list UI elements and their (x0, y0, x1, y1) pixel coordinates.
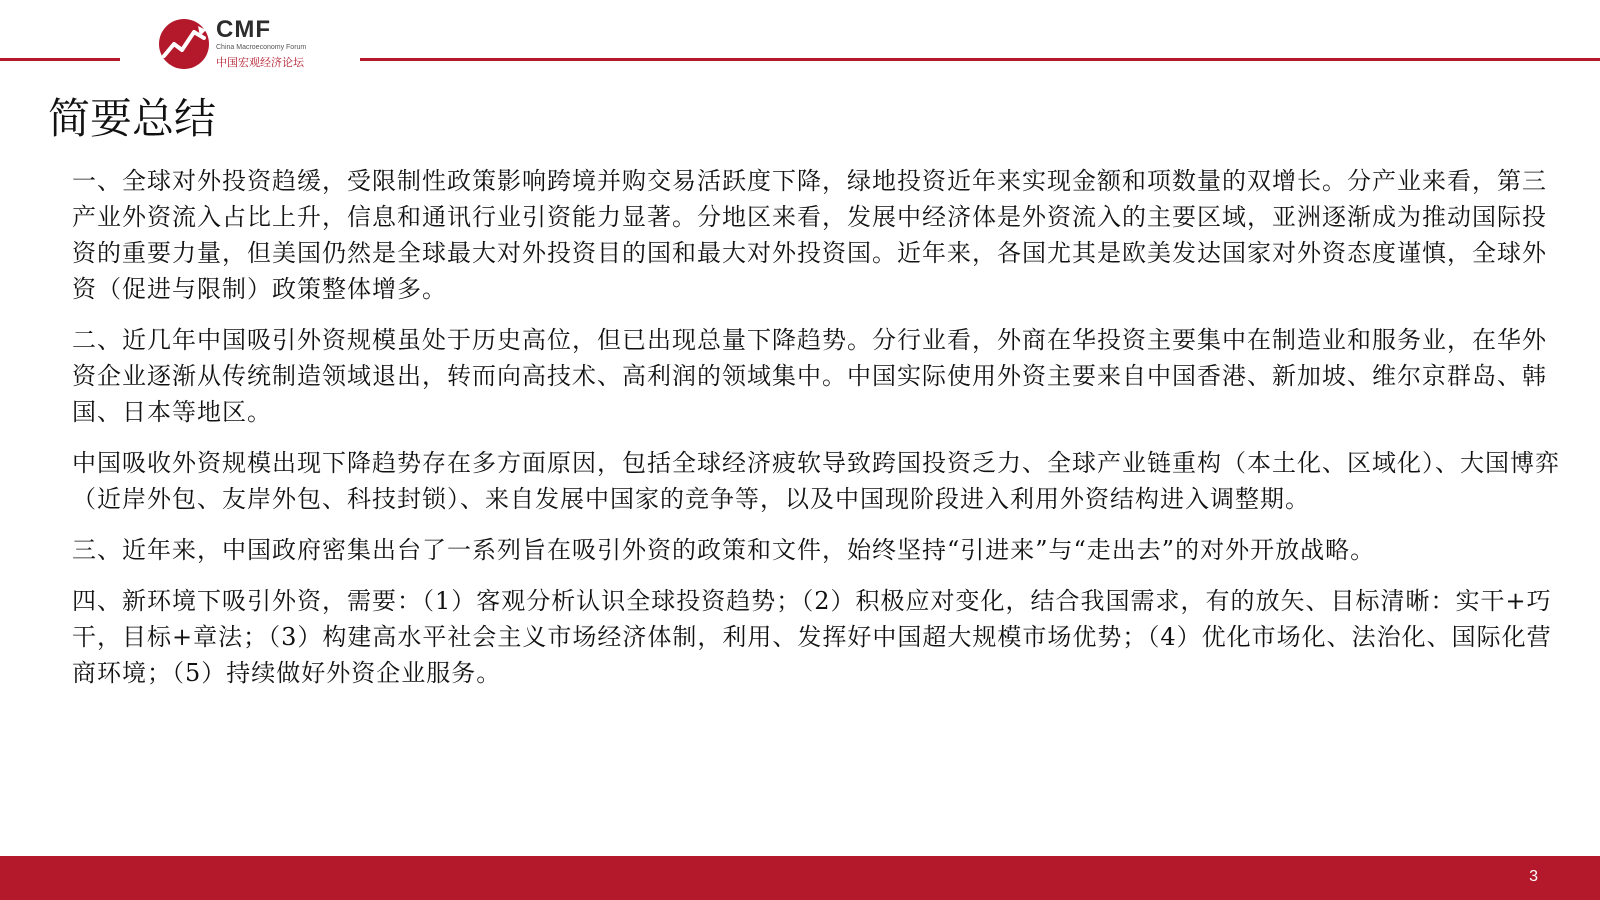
summary-paragraph-3: 中国吸收外资规模出现下降趋势存在多方面原因，包括全球经济疲软导致跨国投资乏力、全球产业链重构（本土化、区域化）、大国博弈（近岸外包、友岸外包、科技封锁）、来自发展中国家的竞争等，以及中国现阶段进入利用外资结构进入调整期。 (72, 449, 1560, 513)
page-title: 简要总结 (48, 94, 217, 143)
logo-name: CMF (216, 16, 271, 43)
summary-paragraph-1: 一、全球对外投资趋缓，受限制性政策影响跨境并购交易活跃度下降，绿地投资近年来实现金额和项数量的双增长。分产业来看，第三产业外资流入占比上升，信息和通讯行业引资能力显著。分地区来看，发展中经济体是外资流入的主要区域，亚洲逐渐成为推动国际投资的重要力量，但美国仍然是全球最大对外投资目的国和最大对外投资国。近年来，各国尤其是欧美发达国家对外资态度谨慎，全球外资（促进与限制）政策整体增多。 (72, 167, 1547, 303)
summary-paragraph-5: 四、新环境下吸引外资，需要：（1）客观分析认识全球投资趋势；（2）积极应对变化，结合我国需求，有的放矢、目标清晰：实干+巧干，目标+章法；（3）构建高水平社会主义市场经济体制，利用、发挥好中国超大规模市场优势；（4）优化市场化、法治化、国际化营商环境；（5）持续做好外资企业服务。 (72, 587, 1552, 687)
summary-content (72, 163, 1562, 706)
page-number: 3 (1529, 868, 1538, 885)
header-rule-right (360, 58, 1600, 61)
cmf-logo (158, 14, 358, 72)
logo-chinese-name: 中国宏观经济论坛 (216, 56, 304, 69)
logo-english-name: China Macroeconomy Forum (216, 44, 307, 51)
summary-paragraph-4: 三、近年来，中国政府密集出台了一系列旨在吸引外资的政策和文件，始终坚持“引进来”与“走出去”的对外开放战略。 (72, 536, 1376, 564)
header-rule-left (0, 58, 120, 61)
cmf-logo-icon (158, 18, 210, 70)
summary-paragraph-2: 二、近几年中国吸引外资规模虽处于历史高位，但已出现总量下降趋势。分行业看，外商在华投资主要集中在制造业和服务业，在华外资企业逐渐从传统制造领域退出，转而向高技术、高利润的领域集中。中国实际使用外资主要来自中国香港、新加坡、维尔京群岛、韩国、日本等地区。 (72, 326, 1547, 426)
footer-bar (0, 856, 1600, 900)
